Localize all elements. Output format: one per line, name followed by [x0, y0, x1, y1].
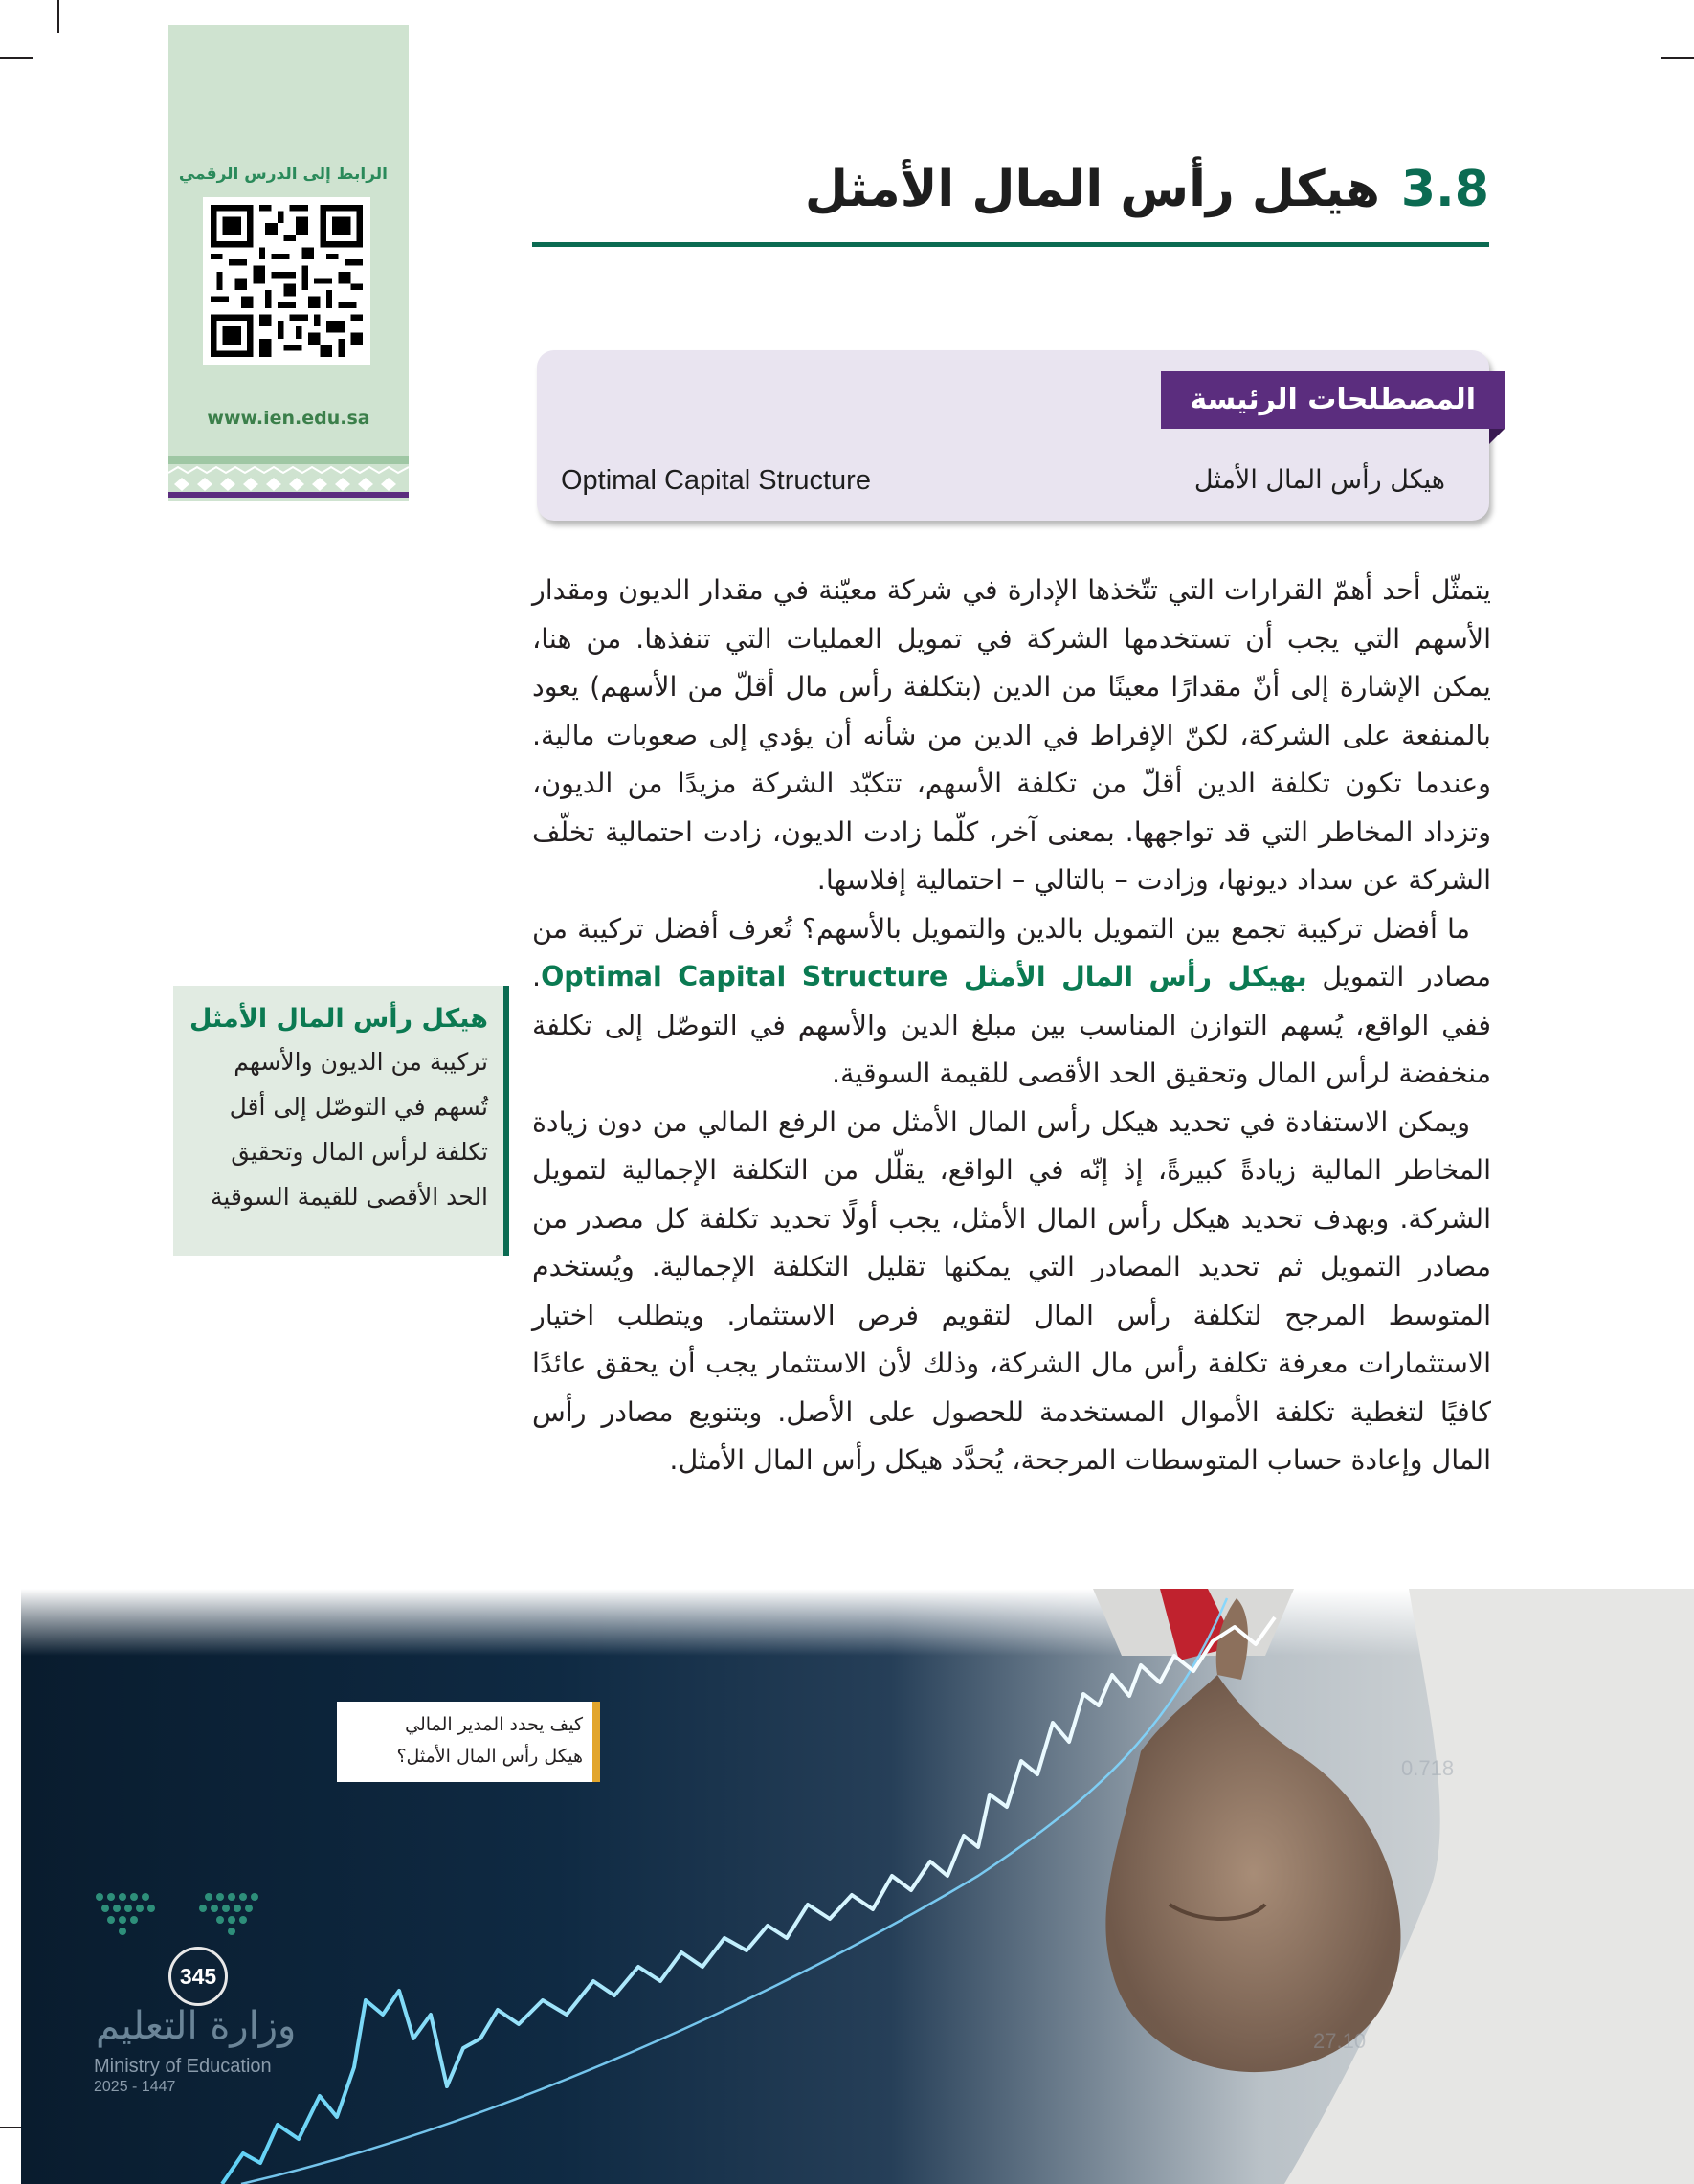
question-line: هيكل رأس المال الأمثل؟ — [396, 1746, 583, 1767]
crop-mark — [57, 0, 59, 33]
edition-year: 2025 - 1447 — [94, 2079, 176, 2095]
crop-mark — [0, 57, 33, 59]
title-divider — [532, 242, 1489, 247]
highlighted-term: بهيكل رأس المال الأمثل Optimal Capital Structure — [541, 961, 1307, 992]
question-line: كيف يحدد المدير المالي — [405, 1714, 583, 1735]
key-term-english: Optimal Capital Structure — [561, 465, 871, 496]
ministry-logo — [94, 1878, 323, 2098]
section-title: هيكل رأس المال الأمثل — [804, 161, 1380, 218]
background-figure: 27.10 — [1313, 2029, 1367, 2053]
definition-text: تركيبة من الديون والأسهم تُسهم في التوصّل إلى أقل تكلفة لرأس المال وتحقيق الحد الأقصى للقيمة السوقية — [211, 1048, 488, 1211]
qr-caption: الرابط إلى الدرس الرقمي — [178, 165, 388, 184]
paragraph — [532, 905, 1491, 1099]
paragraph: ويمكن الاستفادة في تحديد هيكل رأس المال الأمثل من الرفع المالي من دون زيادة المخاطر المالية زيادةً كبيرةً، إذ إنّه في الواقع، يقلّل من التكلفة الإجمالية لتمويل الشركة. وبهدف تحديد هيكل رأس المال الأمثل، يجب أولًا تحديد تكلفة كل مصدر من مصادر التمويل ثم تحديد المصادر التي يمكنها تقليل التكلفة الإجمالية. ويُستخدم المتوسط المرجح لتكلفة رأس المال لتقويم فرص الاستثمار. ويتطلب اختيار الاستثمارات معرفة تكلفة رأس مال الشركة، وذلك لأن الاستثمار يجب أن يحقق عائدًا كافيًا لتغطية تكلفة الأموال المستخدمة للحصول على الأصل. وبتنويع مصادر رأس المال وإعادة حساب المتوسطات المرجحة، يُحدَّد هيكل رأس المال الأمثل. — [532, 1105, 1491, 1476]
paragraph-text: . ففي الواقع، يُسهم التوازن المناسب بين مبلغ الدين والأسهم في التوصّل إلى تكلفة منخفضة لرأس المال وتحقيق الحد الأقصى للقيمة السوقية. — [532, 961, 1491, 1089]
qr-url[interactable]: www.ien.edu.sa — [207, 408, 370, 429]
qr-code-icon[interactable] — [203, 197, 370, 365]
key-term-arabic: هيكل رأس المال الأمثل — [1193, 465, 1445, 495]
definition-title: هيكل رأس المال الأمثل — [189, 1004, 488, 1034]
ministry-name-english: Ministry of Education — [94, 2056, 272, 2077]
question-box — [337, 1702, 600, 1782]
ministry-emblem-icon — [94, 1878, 285, 1954]
paragraph-text: ما أفضل تركيبة تجمع بين التمويل بالدين والتمويل بالأسهم؟ تُعرف أفضل تركيبة من مصادر التمويل — [532, 912, 1491, 992]
body-text — [532, 567, 1491, 1485]
key-terms-box — [537, 350, 1489, 521]
decorative-pattern — [168, 456, 409, 498]
paragraph: يتمثّل أحد أهمّ القرارات التي تتّخذها الإدارة في شركة معيّنة في مقدار الديون ومقدار الأسهم التي يجب أن تستخدمها الشركة في تمويل العمليات التي تنفذها. من هنا، يمكن الإشارة إلى أنّ مقدارًا معينًا من الدين (بتكلفة رأس مال أقلّ من الأسهم) يعود بالمنفعة على الشركة، لكنّ الإفراط في الدين من شأنه أن يؤدي إلى صعوبات مالية. وعندما تكون تكلفة الدين أقلّ من تكلفة الأسهم، تتكبّد الشركة مزيدًا من الديون، وتزداد المخاطر التي قد تواجهها. بمعنى آخر، كلّما زادت الديون، زادت احتمالية تخلّف الشركة عن سداد ديونها، وزادت – بالتالي – احتمالية إفلاسها. — [532, 574, 1491, 896]
key-terms-heading: المصطلحات الرئيسة — [1161, 371, 1505, 429]
crop-mark — [1661, 57, 1694, 59]
qr-panel — [168, 25, 409, 501]
margin-definition — [173, 986, 509, 1256]
page-title — [805, 161, 1489, 218]
page-number: 345 — [168, 1947, 228, 2006]
background-figure: 0.718 — [1401, 1756, 1455, 1780]
section-number: 3.8 — [1400, 161, 1489, 218]
ministry-name-arabic: وزارة التعليم — [96, 2004, 297, 2048]
